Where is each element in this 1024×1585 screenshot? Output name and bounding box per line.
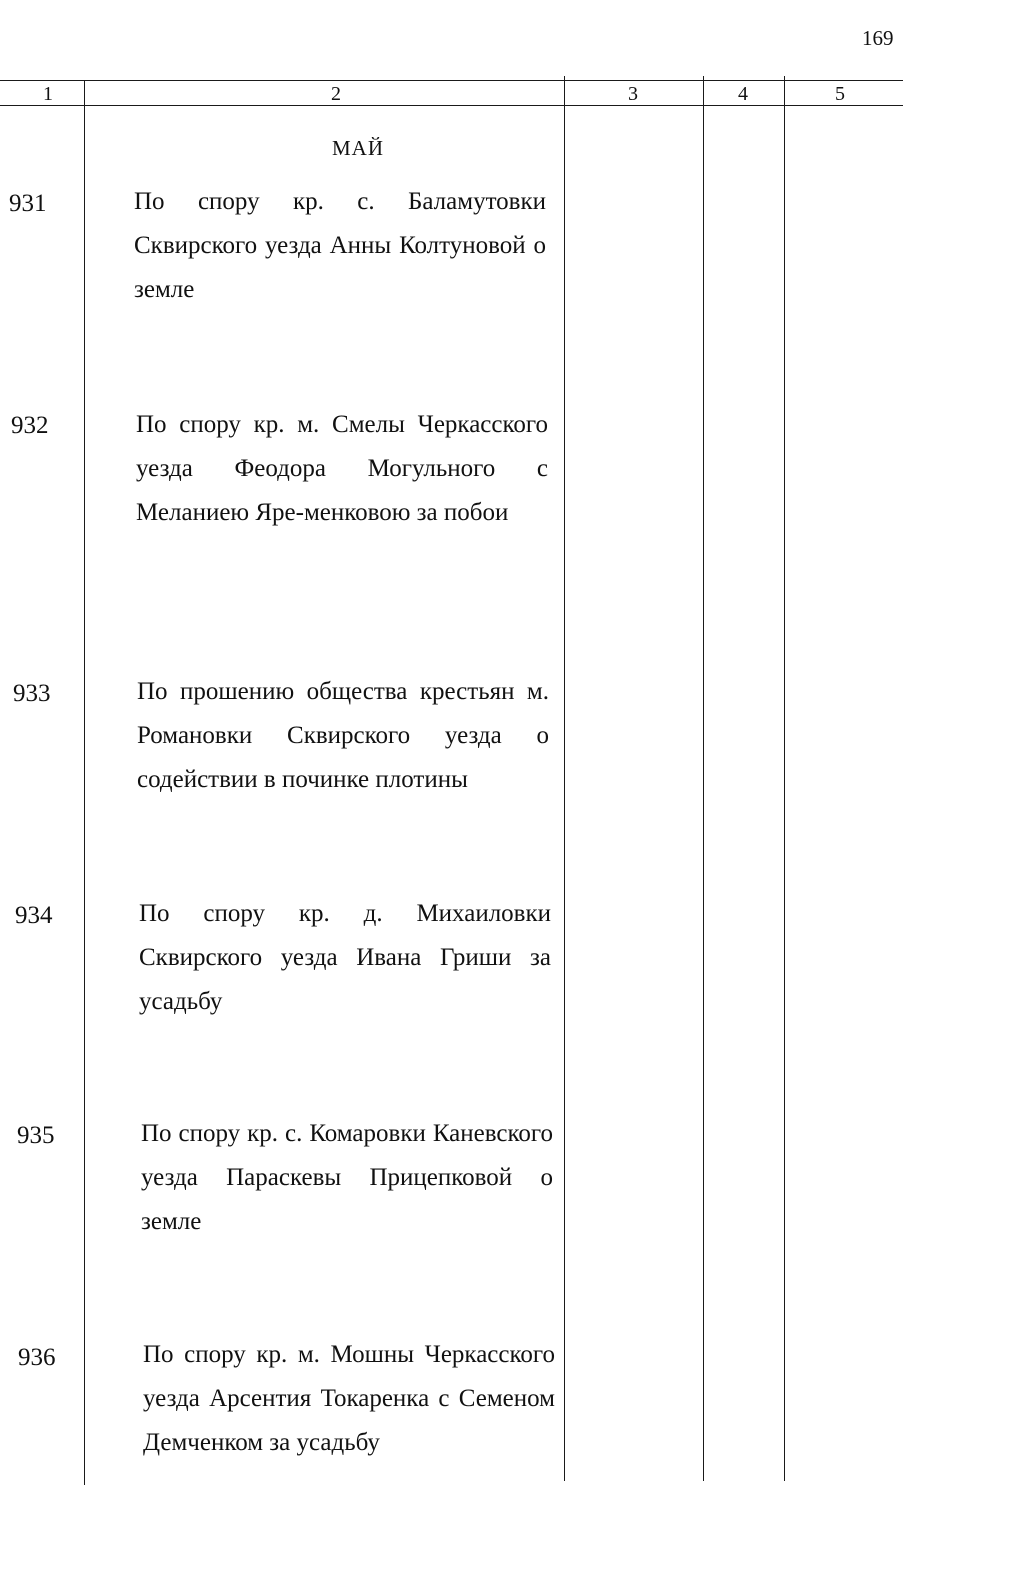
column-divider-3-4 xyxy=(703,76,704,1481)
entry-number: 933 xyxy=(13,680,51,707)
column-divider-1-2 xyxy=(84,80,85,1485)
entry-description: По спору кр. с. Баламутовки Сквирского уезда Анны Колтуновой о земле xyxy=(134,188,546,303)
column-header-4: 4 xyxy=(738,83,748,105)
column-divider-4-5 xyxy=(784,76,785,1481)
column-divider-2-3 xyxy=(564,76,565,1481)
column-header-1: 1 xyxy=(43,83,53,105)
entry-description: По спору кр. д. Михаиловки Сквирского уезда Ивана Гриши за усадьбу xyxy=(139,900,551,1015)
column-header-3: 3 xyxy=(628,83,638,105)
entry-description: По спору кр. м. Смелы Черкасского уезда Феодора Могульного с Меланиею Яре-менковою за побои xyxy=(136,411,548,526)
column-header-2: 2 xyxy=(331,83,341,105)
column-header-5: 5 xyxy=(835,83,845,105)
table-top-rule xyxy=(0,80,903,81)
entry-description: По спору кр. с. Комаровки Каневского уезда Параскевы Прицепковой о земле xyxy=(141,1120,553,1235)
entry-number: 931 xyxy=(9,190,47,217)
page-number: 169 xyxy=(862,26,894,50)
entry-number: 932 xyxy=(11,412,49,439)
entry-description: По прошению общества крестьян м. Романовки Сквирского уезда о содействии в починке плотины xyxy=(137,678,549,793)
table-header-rule xyxy=(0,105,903,106)
entry-number: 934 xyxy=(15,902,53,929)
month-heading: МАЙ xyxy=(332,136,385,160)
entry-description: По спору кр. м. Мошны Черкасского уезда Арсентия Токаренка с Семеном Демченком за усадьбу xyxy=(143,1341,555,1456)
entry-number: 935 xyxy=(17,1122,55,1149)
entry-number: 936 xyxy=(18,1344,56,1371)
